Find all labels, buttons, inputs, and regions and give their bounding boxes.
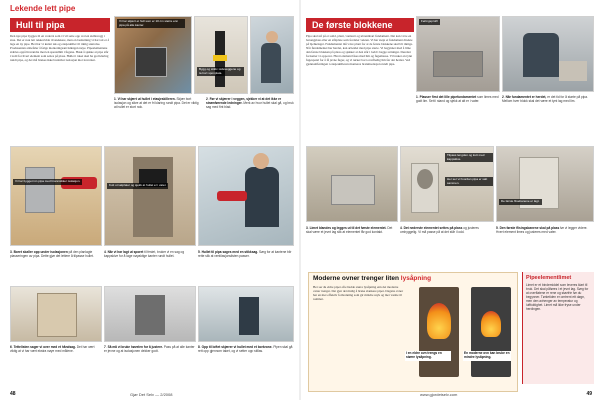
photo-first-block (502, 16, 594, 92)
footer-left: Gjør Det Selv — 2/2008 (130, 392, 173, 397)
left-heading: Hull til pipa (10, 18, 110, 32)
caption-1: 1. Vi har skjært ut hullet i etasjeskilleren. Skjær bort isolasjon og sikre at det er fri klaring rundt pipa. Det er viktig at hullet er stort nok. (114, 97, 199, 109)
caption-2: 2. Før vi skjærer i veggen, sjekker vi at det ikke er strømførende ledninger. Merk av hvor hullet skal gå, og bruk sag med fint blad. (206, 97, 294, 109)
right-heading: De første blokkene (306, 18, 414, 32)
sidebar-pipeelementlimet (522, 272, 594, 384)
photo-ceiling-hole (114, 16, 192, 94)
moderne-title: Moderne ovner trenger liten lysåpning (313, 275, 432, 282)
page-gutter (299, 0, 301, 400)
right-intro-text: Pipa skal stå på et solid, plant, vannrett og ubrennbart fundament. Det kan være en betongplate eller en stålplate som fordeler vekten. Vi har støpt et fundament direkte på bjelkelaget. Fundamentet må være plant for at de første blokkene skal bli riktige. Når fundamentet har herdet, kan arbeidet med pipa starte. Vi begynner med å lime den første blokken på plass og sjekker at den står i lodd i begge retninger. Deretter fortsetter vi oppover. Hvert element låses med lim og fugemasse. Vi bruker en tynn fugespatel for å få jevne fuger, og vi tørker bort overflødig lim før det herder. Ved gjennomføringen i etasjeskilleren monteres brannisolasjon rundt pipa. (306, 34, 413, 66)
caption-r4: 4. Det nederste elementet settes på plass og justeres omhyggelig. Vi må passe på at det står i lodd. (400, 226, 479, 234)
photo-label: Bygg og stikk i sideveggene og ta bort sponplata. (197, 67, 244, 76)
caption-8: 8. Opp til loftet skjærer vi hullet med et borkrone. Pipen skal gå rett opp gjennom taket, og vi setter opp stillas. (198, 345, 293, 353)
caption-4: 4. Når vi har lagt ut sporet til festet, bruker vi en sag og kappskive for å lage nøyaktige kanter rundt hullet. (104, 250, 185, 258)
photo-cut-panel (104, 146, 196, 246)
photo-wall-marking (194, 16, 248, 94)
page-number-left: 48 (10, 391, 16, 397)
caption-7: 7. Så må vi bruke høvelen for å justere. Pass på at alle kanter er jevne og at isolasjonen dekker godt. (104, 345, 195, 353)
photo-label: Her ser vi hvordan pipa er satt sammen. (445, 177, 493, 186)
moderne-text: Her ser du eldre piper ofte hadde større lysåpning enn det moderne ovner trenger. Det gjør det mulig å bruke slankere piper. Dagens ovner har en mer effektiv forbrenning som gir mindre røyk og mer varme til rommet. (313, 285, 404, 301)
footer-right: www.gjordetselv.com (420, 392, 458, 397)
photo-label: Føringsprofil (421, 19, 438, 23)
photo-roof-drill (198, 286, 294, 342)
caption-r2: 2. Når fundamentet er herdet, er det tid for å starte på pipa. Mellom hver blokk skal det være et tynt lag med lim. (502, 95, 588, 103)
photo-label: Vi har bygget inn pipa med brannsikker isolasjon. (15, 179, 81, 183)
sidebar-text: Limet er et bindemiddel som leveres klart til bruk. Det skal påføres i et jevnt lag. Sørg for at overflatene er rene og støvfrie før du begynner. Tørketiden er omtrent ett døgn, men den avhenger av temperatur og luftfuktighet. Limet må ikke fryse under herdingen. (526, 283, 589, 311)
photo-foundation (416, 16, 500, 92)
photo-label: Kutt ut takplater og sjekk at hullet er i vater. (109, 183, 167, 187)
photo-label: De første flisebanene er lagt. (501, 199, 540, 203)
flame-icon (427, 303, 451, 339)
callout-modern: En moderne ovn kan bruke en mindre lysåpning. (464, 351, 510, 359)
photo-label: Vi har skjært et hull som er 10 cm større enn pipa på alle kanter. (117, 19, 185, 28)
moderne-ovner-box (308, 272, 518, 392)
caption-r1: 1. Plasser first det lille pipefundamentet som limes med godt lim. Sett i stand og sjekk at alt er i vater. (416, 95, 499, 103)
photo-pipe-section (400, 146, 494, 222)
caption-6: 6. Tettelisten sager vi over med et håndsag. Det har vært viktig at vi har vært ekstra nøye med målene. (10, 345, 95, 353)
flame-icon (481, 311, 501, 337)
sidebar-title: Pipeelementlimet (526, 275, 572, 281)
photo-spread-glue (306, 146, 398, 222)
photo-first-layer (496, 146, 594, 222)
section-title: Lekende lett pipe (10, 4, 76, 13)
photo-drill-worker (198, 146, 294, 246)
caption-3: 3. Boret skaller opp under isolasjonen på den planlagte plasseringen av pipa. Dette gjør det lettere å tilpasse hullet. (10, 250, 94, 258)
callout-old: I en eldre ovn trengs en større lysåpning. (405, 351, 451, 361)
photo-worker-ceiling (250, 16, 294, 94)
caption-5: 5. Hullet til pipa sages med en stikksag. Sørg for at kantene blir rette slik at ventilasjonslisten passer. (198, 250, 292, 258)
photo-saw-ceiling (10, 286, 102, 342)
caption-r3: 3. Limet blandes og legges ut til det første elementet. Det skal være et jevnt lag slik at elementet får god kontakt. (306, 226, 393, 234)
photo-drill-wall (10, 146, 102, 246)
photo-plane-edges (104, 286, 196, 342)
caption-r5: 5. Den første flisingsbanene skal på plass før vi legger videre. Hvert element limes og justeres med vater. (496, 226, 588, 234)
page-number-right: 49 (586, 391, 592, 397)
photo-label: Tilpass lengden og kutt med kappskive. (445, 153, 493, 162)
left-intro-text: Den nye pipa bygges til en vedovn som vi vil sette opp ved en skillevegg i stua. Det er nok lett rekkevidde til snekkere, men en beslutning vi har tatt er å lage en ny pipe. Her har vi kuttet tak og etasjeskiller til riktig størrelse. Produsenten anbefaler å følge monteringsanvisningen nøye. Pipeelementene stables oppå hverandre med en spesiallim i fugene. Husk å sjekke at pipa står i lodd for hvert element som settes på plass. Hullet i taket skal ha god klaring rundt pipa, og det må brukes ikke brennbar isolasjon mot treverket. (10, 34, 110, 62)
